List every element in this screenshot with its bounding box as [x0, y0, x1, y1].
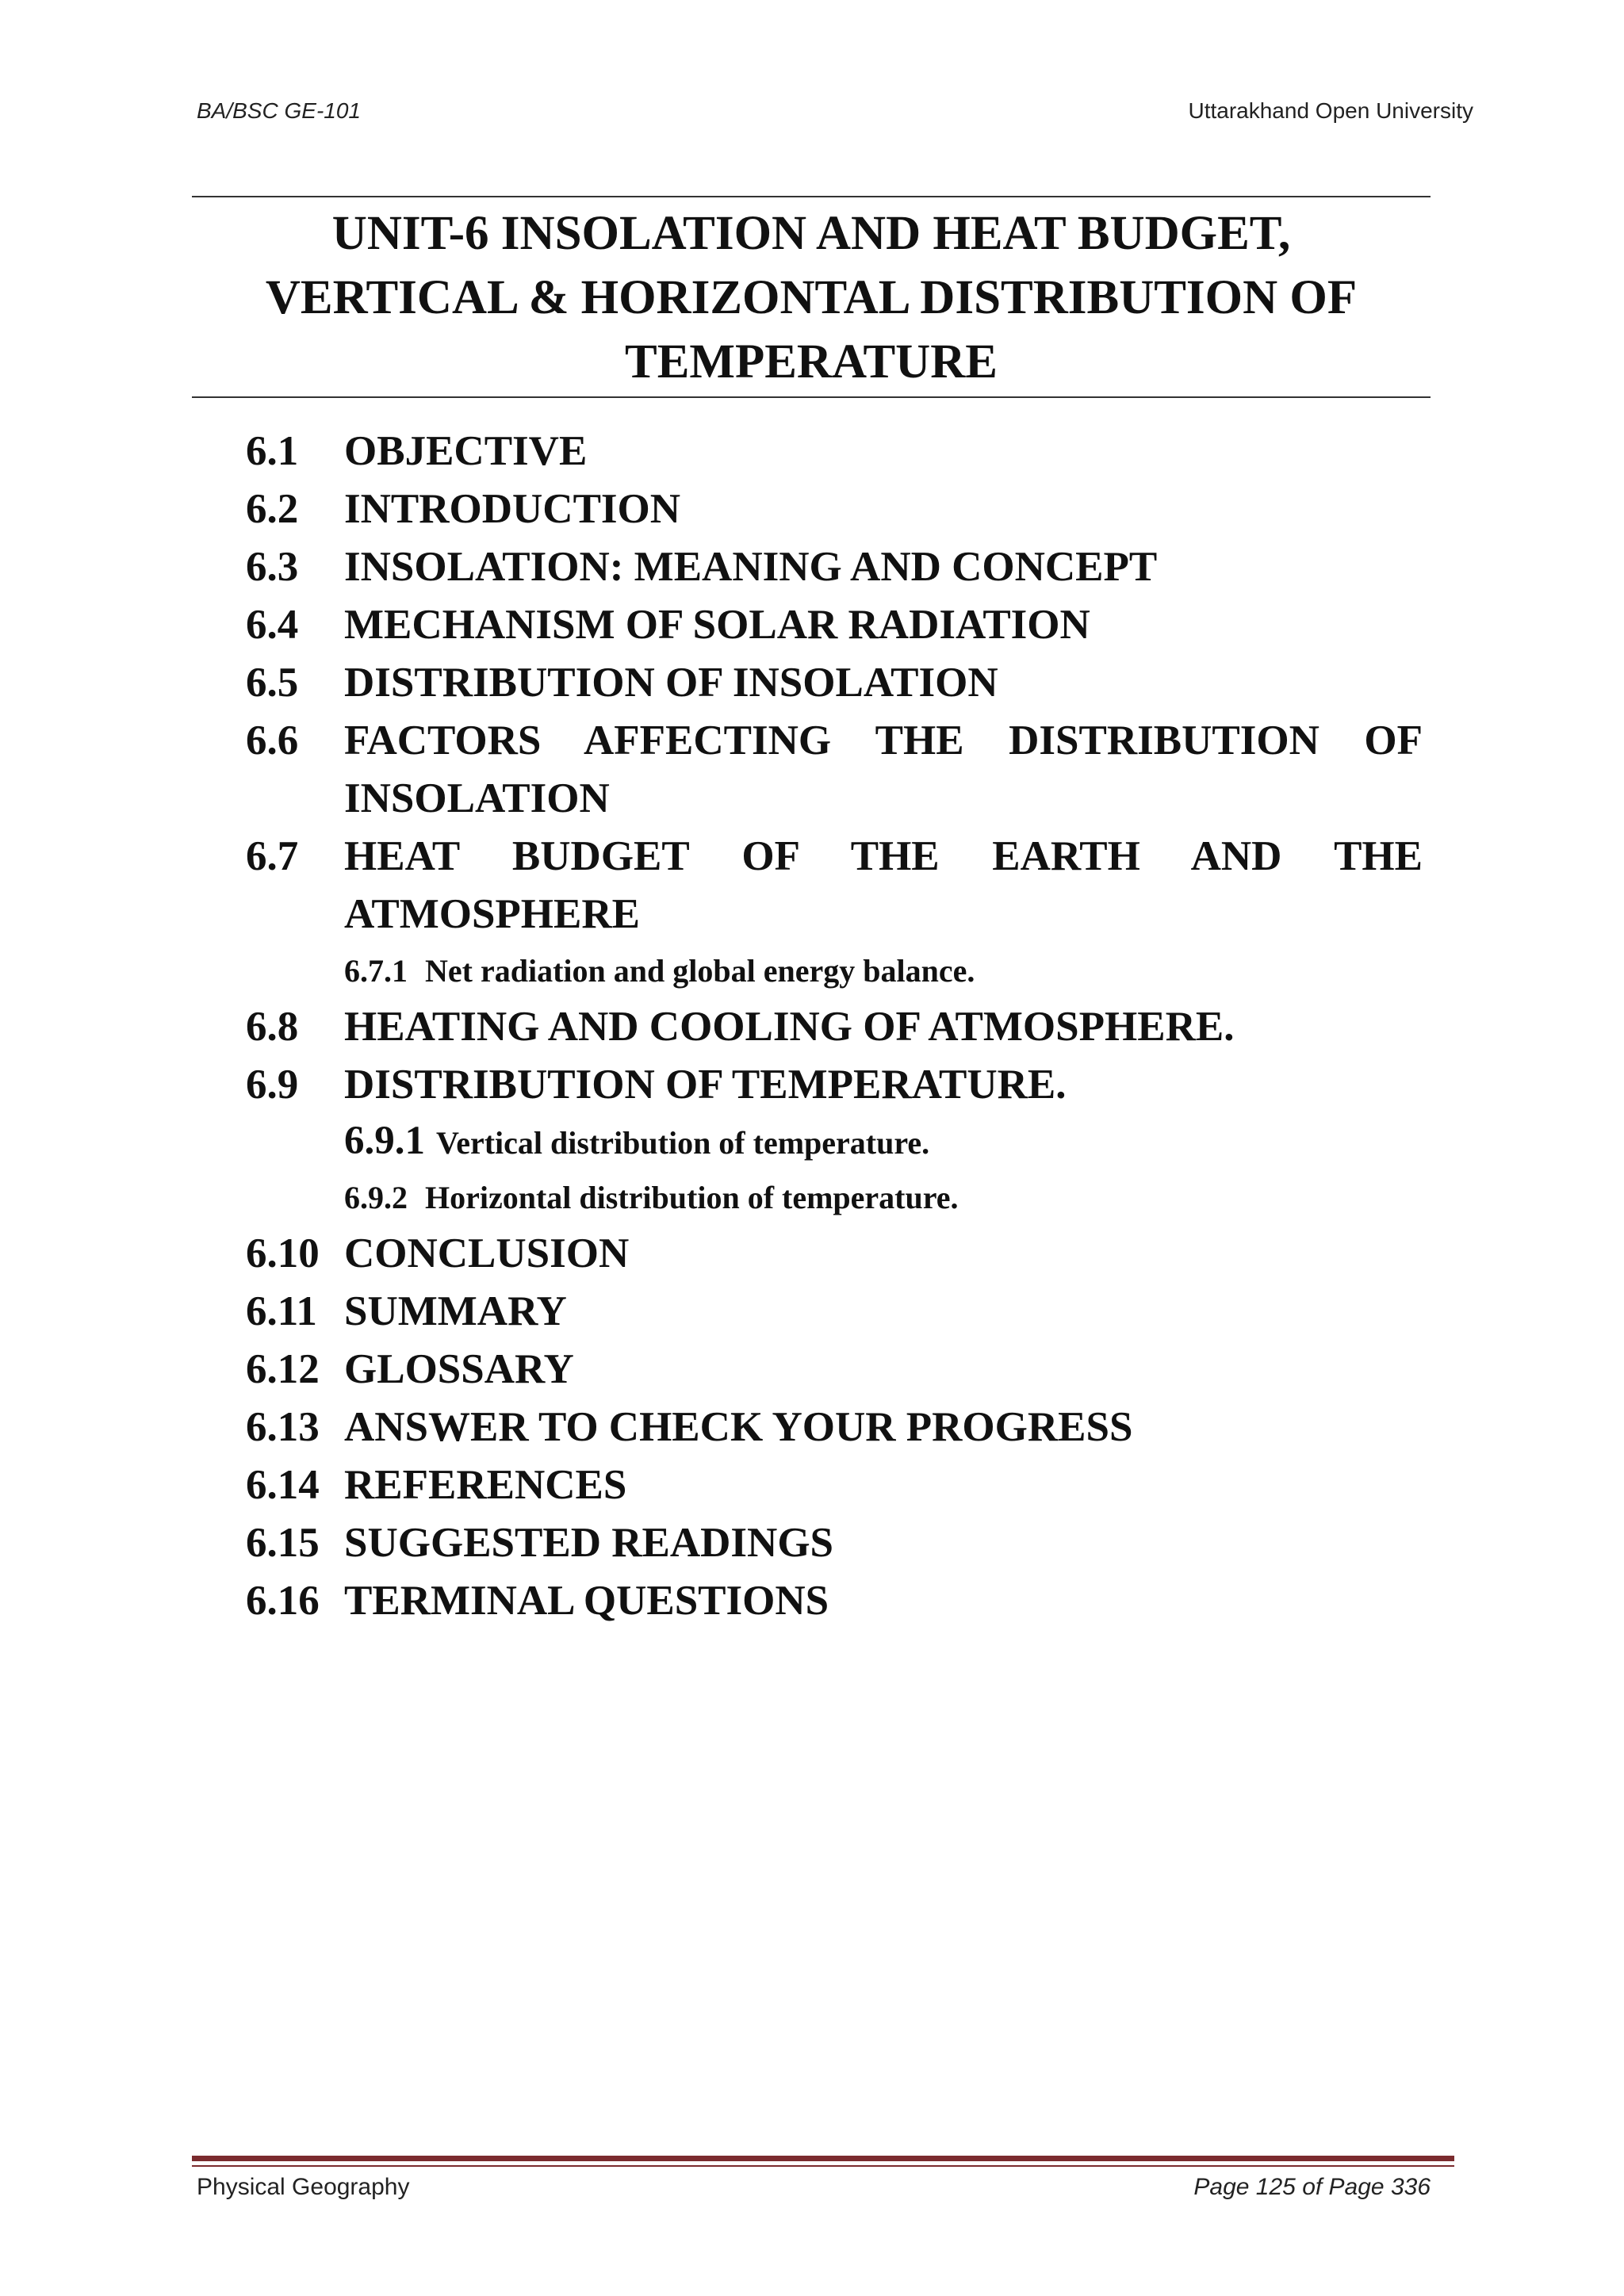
toc-number: 6.16 [246, 1578, 320, 1624]
toc-label: REFERENCES [344, 1462, 627, 1508]
toc-subitem-net-radiation [246, 943, 1423, 998]
unit-title-line-3: TEMPERATURE [625, 335, 998, 388]
toc-label: CONCLUSION [344, 1230, 630, 1276]
toc-item-summary [246, 1283, 1423, 1341]
toc-label: SUMMARY [344, 1288, 567, 1334]
toc-number: 6.10 [246, 1230, 320, 1276]
toc-number: 6.13 [246, 1404, 320, 1450]
footer-rule-thin [192, 2165, 1454, 2167]
unit-title [192, 201, 1431, 394]
unit-title-line-2: VERTICAL & HORIZONTAL DISTRIBUTION OF [265, 271, 1358, 324]
toc-number: 6.7 [246, 833, 299, 879]
toc-number: 6.9.2 [344, 1180, 408, 1215]
toc-number: 6.7.1 [344, 953, 408, 989]
toc-item-glossary [246, 1341, 1423, 1399]
toc-number: 6.12 [246, 1346, 320, 1392]
toc-item-heat-budget-continued [246, 886, 1423, 943]
toc-subitem-vertical-distribution [246, 1114, 1423, 1170]
toc-label: INSOLATION: MEANING AND CONCEPT [344, 544, 1158, 590]
toc-item-objective [246, 423, 1423, 480]
toc-item-heat-budget [246, 828, 1423, 886]
toc-number: 6.15 [246, 1520, 320, 1566]
toc-number: 6.9.1 [344, 1119, 425, 1163]
toc-number: 6.1 [246, 428, 299, 474]
toc-number: 6.4 [246, 602, 299, 648]
toc-label: Horizontal distribution of temperature. [425, 1180, 959, 1215]
header-university: Uttarakhand Open University [1188, 98, 1473, 123]
toc-label: FACTORS AFFECTING THE DISTRIBUTION OF [344, 718, 1423, 763]
toc-item-suggested-readings [246, 1514, 1423, 1572]
toc-label: Vertical distribution of temperature. [436, 1125, 930, 1161]
unit-title-line-1: UNIT-6 INSOLATION AND HEAT BUDGET, [331, 207, 1291, 260]
toc-label: DISTRIBUTION OF TEMPERATURE. [344, 1062, 1067, 1108]
toc-item-terminal-questions [246, 1572, 1423, 1630]
toc-item-insolation-meaning [246, 538, 1423, 596]
footer-page-number: Page 125 of Page 336 [1193, 2174, 1431, 2200]
toc-item-mechanism-solar-radiation [246, 596, 1423, 654]
toc-label: GLOSSARY [344, 1346, 574, 1392]
toc-label: MECHANISM OF SOLAR RADIATION [344, 602, 1090, 648]
toc-item-heating-cooling [246, 998, 1423, 1056]
title-top-rule [192, 196, 1431, 197]
toc-number: 6.6 [246, 718, 299, 763]
toc-number: 6.3 [246, 544, 299, 590]
toc-number: 6.14 [246, 1462, 320, 1508]
toc-item-distribution-insolation [246, 654, 1423, 712]
toc-label: HEATING AND COOLING OF ATMOSPHERE. [344, 1004, 1235, 1050]
toc-label: INTRODUCTION [344, 486, 681, 532]
toc-item-distribution-temperature [246, 1056, 1423, 1114]
toc-label: Net radiation and global energy balance. [425, 953, 975, 989]
toc-number: 6.5 [246, 660, 299, 706]
toc-number: 6.2 [246, 486, 299, 532]
toc-item-references [246, 1456, 1423, 1514]
toc-label-continued: ATMOSPHERE [344, 891, 640, 937]
toc-number: 6.11 [246, 1288, 317, 1334]
toc-label: DISTRIBUTION OF INSOLATION [344, 660, 998, 706]
toc-label: SUGGESTED READINGS [344, 1520, 834, 1566]
toc-number: 6.8 [246, 1004, 299, 1050]
toc-item-conclusion [246, 1225, 1423, 1283]
toc-label: HEAT BUDGET OF THE EARTH AND THE [344, 833, 1423, 879]
table-of-contents [246, 423, 1423, 1630]
toc-item-introduction [246, 480, 1423, 538]
title-bottom-rule [192, 396, 1431, 398]
footer-subject: Physical Geography [197, 2174, 410, 2200]
toc-item-answer-check-progress [246, 1399, 1423, 1456]
toc-number: 6.9 [246, 1062, 299, 1108]
toc-label: TERMINAL QUESTIONS [344, 1578, 829, 1624]
toc-label-continued: INSOLATION [344, 775, 610, 821]
toc-subitem-horizontal-distribution [246, 1170, 1423, 1225]
footer-rule-thick [192, 2156, 1454, 2161]
toc-item-factors-affecting [246, 712, 1423, 770]
toc-label: ANSWER TO CHECK YOUR PROGRESS [344, 1404, 1133, 1450]
header-course-code: BA/BSC GE-101 [197, 98, 361, 123]
toc-label: OBJECTIVE [344, 428, 588, 474]
toc-item-factors-affecting-continued [246, 770, 1423, 828]
